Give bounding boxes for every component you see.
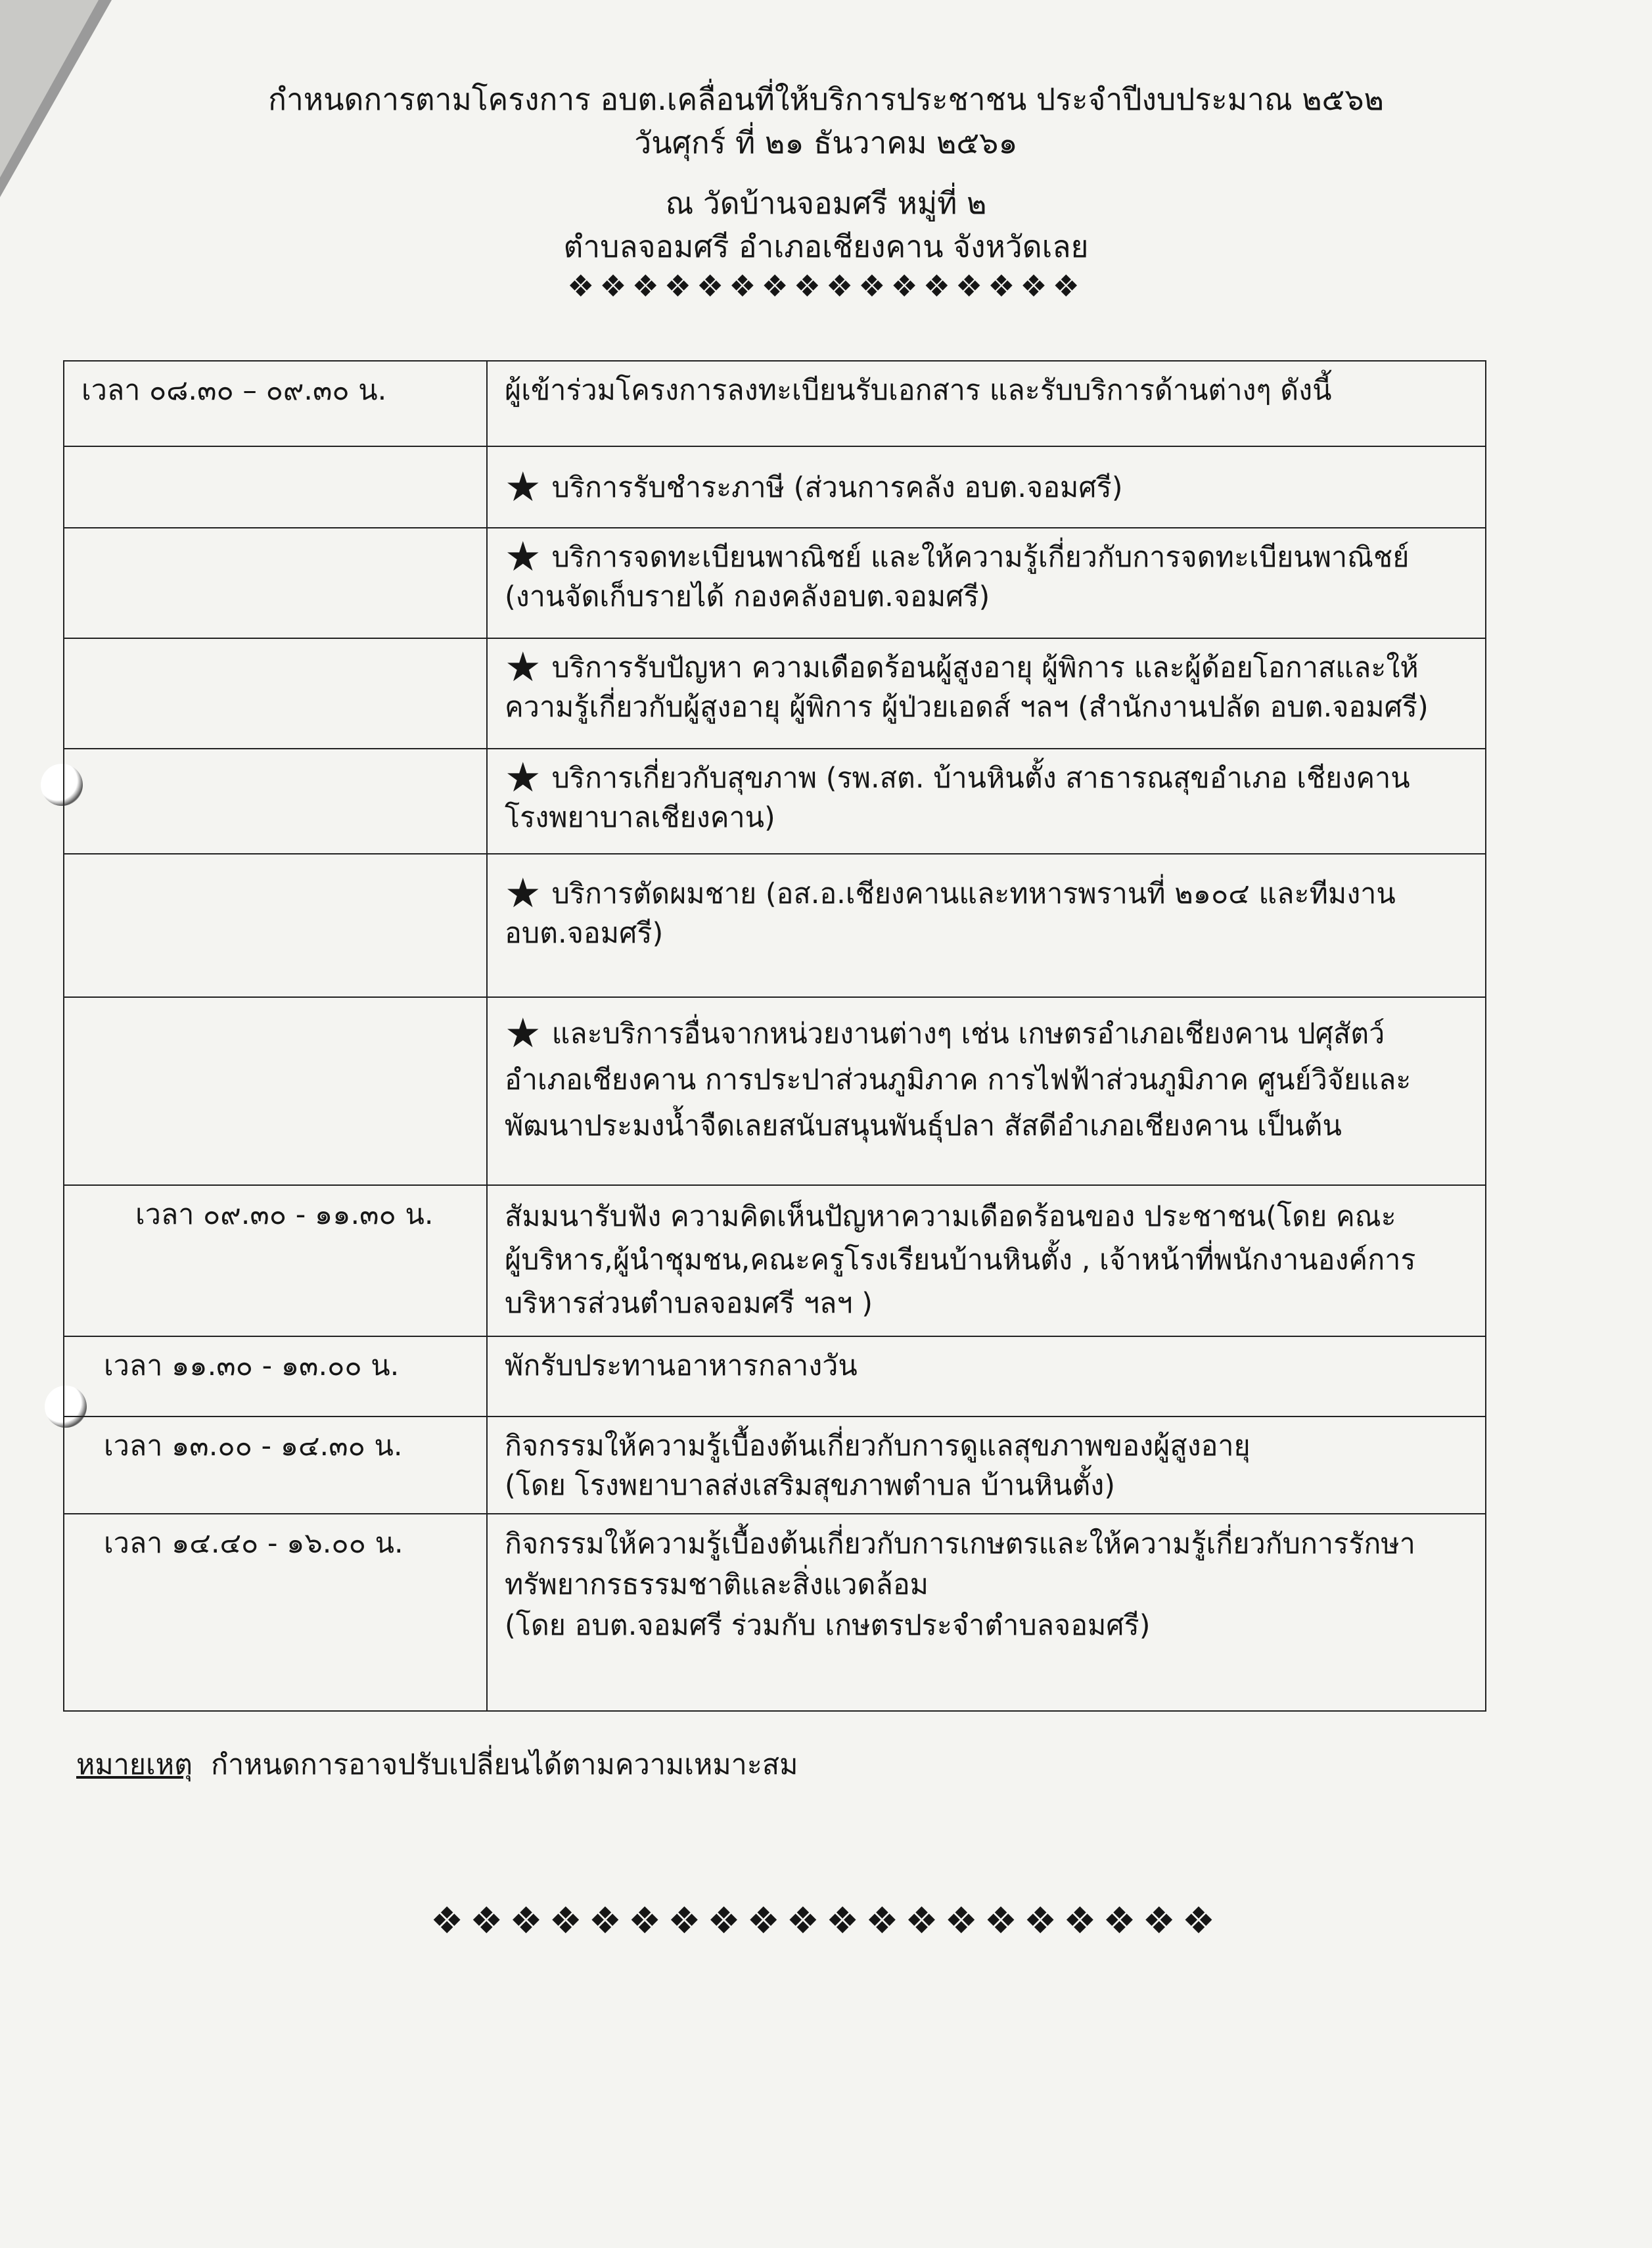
- table-row: [64, 528, 1486, 638]
- star-icon: ★: [505, 869, 541, 917]
- activity-text: บริการตัดผมชาย (อส.อ.เชียงคานและทหารพรานที่ ๒๑๐๔ และทีมงาน: [551, 878, 1396, 910]
- activity-cell: [487, 1514, 1486, 1711]
- activity-cell: [487, 446, 1486, 528]
- star-icon: ★: [505, 463, 541, 511]
- activity-line: สัมมนารับฟัง ความคิดเห็นปัญหาความเดือดร้อนของ ประชาชน(โดย คณะ: [505, 1200, 1396, 1233]
- activity-line: พักรับประทานอาหารกลางวัน: [505, 1349, 858, 1382]
- remark: [76, 1742, 798, 1787]
- activity-line: กิจกรรมให้ความรู้เบื้องต้นเกี่ยวกับการเกษตรและให้ความรู้เกี่ยวกับการรักษา: [505, 1528, 1415, 1560]
- remark-text: กำหนดการอาจปรับเปลี่ยนได้ตามความเหมาะสม: [211, 1748, 798, 1781]
- header-divider: ❖❖❖❖❖❖❖❖❖❖❖❖❖❖❖❖: [567, 268, 1085, 304]
- time-cell: เวลา ๐๙.๓๐ - ๑๑.๓๐ น.: [64, 1185, 487, 1336]
- table-row: [64, 1185, 1486, 1336]
- table-row: [64, 638, 1486, 749]
- activity-cell: [487, 997, 1486, 1185]
- activity-line: ผู้บริหาร,ผู้นำชุมชน,คณะครูโรงเรียนบ้านหินตั้ง , เจ้าหน้าที่พนักงานองค์การ: [505, 1244, 1416, 1276]
- activity-line: บริหารส่วนตำบลจอมศรี ฯลฯ ): [505, 1287, 873, 1320]
- activity-line: อำเภอเชียงคาน การประปาส่วนภูมิภาค การไฟฟ้าส่วนภูมิภาค ศูนย์วิจัยและ: [505, 1064, 1411, 1096]
- activity-line: [505, 532, 1468, 580]
- activity-line: พัฒนาประมงน้ำจืดเลยสนับสนุนพันธุ์ปลา สัสดีอำเภอเชียงคาน เป็นต้น: [505, 1110, 1342, 1142]
- time-cell: [64, 854, 487, 997]
- time-cell: เวลา ๐๘.๓๐ – ๐๙.๓๐ น.: [64, 361, 487, 446]
- activity-text: บริการจดทะเบียนพาณิชย์ และให้ความรู้เกี่ยวกับการจดทะเบียนพาณิชย์: [551, 541, 1410, 574]
- activity-line: กิจกรรมให้ความรู้เบื้องต้นเกี่ยวกับการดูแลสุขภาพของผู้สูงอายุ: [505, 1430, 1250, 1463]
- schedule-table: [63, 360, 1486, 1712]
- activity-cell: [487, 1185, 1486, 1336]
- event-location: ตำบลจอมศรี อำเภอเชียงคาน จังหวัดเลย: [563, 229, 1089, 264]
- activity-line: ความรู้เกี่ยวกับผู้สูงอายุ ผู้พิการ ผู้ป่วยเอดส์ ฯลฯ (สำนักงานปลัด อบต.จอมศรี): [505, 691, 1429, 724]
- activity-text: และบริการอื่นจากหน่วยงานต่างๆ เช่น เกษตรอำเภอเชียงคาน ปศุสัตว์: [551, 1018, 1385, 1050]
- table-row: [64, 446, 1486, 528]
- table-row: [64, 854, 1486, 997]
- activity-line: ทรัพยากรธรรมชาติและสิ่งแวดล้อม: [505, 1568, 929, 1601]
- activity-cell: [487, 528, 1486, 638]
- activity-text: บริการเกี่ยวกับสุขภาพ (รพ.สต. บ้านหินตั้ง สาธารณสุขอำเภอ เชียงคาน: [551, 762, 1410, 795]
- document-header: [0, 78, 1652, 304]
- table-row: [64, 1336, 1486, 1417]
- activity-line: อบต.จอมศรี): [505, 917, 664, 950]
- time-cell: [64, 528, 487, 638]
- event-venue: ณ วัดบ้านจอมศรี หมู่ที่ ๒: [665, 185, 987, 221]
- activity-line: ผู้เข้าร่วมโครงการลงทะเบียนรับเอกสาร และรับบริการด้านต่างๆ ดังนี้: [505, 374, 1332, 407]
- time-cell: เวลา ๑๓.๐๐ - ๑๔.๓๐ น.: [64, 1417, 487, 1514]
- table-row: [64, 361, 1486, 446]
- document-title: กำหนดการตามโครงการ อบต.เคลื่อนที่ให้บริการประชาชน ประจำปีงบประมาณ ๒๕๖๒: [268, 82, 1384, 117]
- table-row: [64, 749, 1486, 854]
- time-cell: เวลา ๑๔.๔๐ - ๑๖.๐๐ น.: [64, 1514, 487, 1711]
- activity-cell: [487, 1336, 1486, 1417]
- event-date: วันศุกร์ ที่ ๒๑ ธันวาคม ๒๕๖๑: [634, 125, 1018, 160]
- time-cell: [64, 749, 487, 854]
- activity-line: [505, 1011, 1468, 1057]
- remark-label: หมายเหตุ: [76, 1748, 193, 1781]
- activity-cell: [487, 749, 1486, 854]
- star-icon: ★: [505, 753, 541, 801]
- activity-line: (งานจัดเก็บรายได้ กองคลังอบต.จอมศรี): [505, 580, 990, 613]
- table-row: [64, 1417, 1486, 1514]
- table-row: [64, 1514, 1486, 1711]
- activity-line: [505, 753, 1468, 801]
- star-icon: ★: [505, 1009, 541, 1057]
- footer-divider: ❖❖❖❖❖❖❖❖❖❖❖❖❖❖❖❖❖❖❖❖: [430, 1900, 1222, 1942]
- activity-text: บริการรับชำระภาษี (ส่วนการคลัง อบต.จอมศรี): [551, 471, 1123, 504]
- star-icon: ★: [505, 532, 541, 580]
- activity-line: (โดย อบต.จอมศรี ร่วมกับ เกษตรประจำตำบลจอมศรี): [505, 1609, 1151, 1642]
- time-cell: [64, 997, 487, 1185]
- activity-line: โรงพยาบาลเชียงคาน): [505, 801, 775, 834]
- activity-line: [505, 869, 1468, 917]
- activity-cell: [487, 1417, 1486, 1514]
- activity-line: [505, 643, 1468, 691]
- activity-cell: [487, 638, 1486, 749]
- activity-cell: [487, 361, 1486, 446]
- time-cell: [64, 638, 487, 749]
- activity-line: [505, 463, 1468, 511]
- activity-cell: [487, 854, 1486, 997]
- activity-text: บริการรับปัญหา ความเดือดร้อนผู้สูงอายุ ผู้พิการ และผู้ด้อยโอกาสและให้: [551, 651, 1419, 684]
- activity-line: (โดย โรงพยาบาลส่งเสริมสุขภาพตำบล บ้านหินตั้ง): [505, 1469, 1116, 1502]
- time-cell: [64, 446, 487, 528]
- time-cell: เวลา ๑๑.๓๐ - ๑๓.๐๐ น.: [64, 1336, 487, 1417]
- star-icon: ★: [505, 643, 541, 691]
- table-row: [64, 997, 1486, 1185]
